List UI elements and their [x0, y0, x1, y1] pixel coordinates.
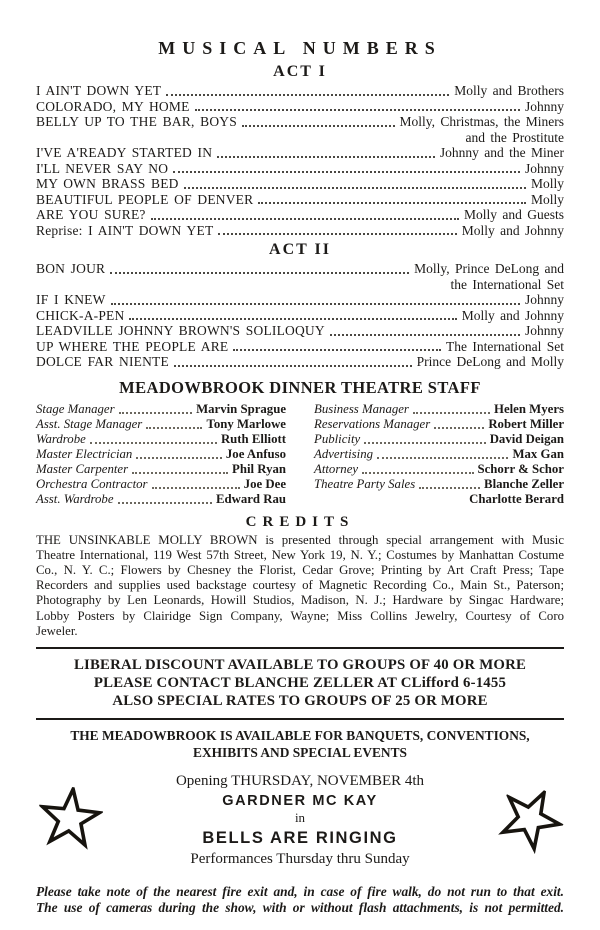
song-performers: Johnny: [524, 292, 564, 307]
staff-name: Tony Marlowe: [206, 416, 286, 431]
song-title: COLORADO, MY HOME: [36, 98, 190, 114]
dotted-leader: [184, 187, 526, 189]
fire-notice-line: Please take note of the nearest fire exit and, in case of fire walk, do not run to that exit.: [36, 883, 564, 899]
discount-line: ALSO SPECIAL RATES TO GROUPS OF 25 OR MORE: [112, 692, 488, 709]
dotted-leader: [258, 202, 526, 204]
act1-song-list: [36, 83, 564, 238]
staff-role: Master Carpenter: [36, 461, 129, 476]
staff-column-right: [314, 402, 564, 507]
song-title: BELLY UP TO THE BAR, BOYS: [36, 114, 237, 129]
staff-row: [314, 492, 564, 507]
staff-role: Asst. Wardrobe: [36, 491, 114, 506]
song-row: [36, 207, 564, 223]
staff-role: Advertising: [314, 446, 373, 461]
staff-role: Orchestra Contractor: [36, 476, 148, 491]
song-performers-continuation: the International Set: [450, 276, 564, 292]
act1-heading: ACT I: [273, 63, 327, 80]
staff-name: Edward Rau: [215, 491, 286, 506]
song-title: MY OWN BRASS BED: [36, 176, 179, 191]
staff-column-left: [36, 402, 286, 507]
dotted-leader: [111, 303, 520, 305]
connector-word: in: [294, 809, 306, 825]
staff-row: [314, 432, 564, 447]
dotted-leader: [166, 94, 449, 96]
song-title: I'VE A'READY STARTED IN: [36, 145, 213, 160]
divider-rule: [36, 647, 564, 649]
song-row: [36, 145, 564, 161]
staff-name: Joe Anfuso: [225, 446, 286, 461]
star-icon: [35, 784, 105, 854]
fire-notice-block: [36, 884, 564, 917]
song-performers: Johnny: [524, 323, 564, 338]
coming-attraction-block: [36, 773, 564, 868]
staff-name: Charlotte Berard: [469, 491, 564, 506]
song-performers: Molly, Christmas, the Miners: [399, 114, 564, 129]
dotted-leader: [434, 427, 484, 429]
song-performers: Johnny: [524, 160, 564, 176]
staff-row: [36, 477, 286, 492]
song-performers: Prince DeLong and Molly: [416, 354, 564, 369]
dotted-leader: [151, 218, 459, 220]
staff-role: Attorney: [314, 461, 359, 476]
dotted-leader: [132, 472, 228, 474]
dotted-leader: [195, 109, 520, 111]
staff-row: [36, 492, 286, 507]
fire-notice-line: The use of cameras during the show, with or without flash attachments, is not permitted.: [36, 900, 564, 916]
staff-row: [36, 432, 286, 447]
staff-columns: [36, 402, 564, 507]
song-title: I AIN'T DOWN YET: [36, 83, 162, 98]
dotted-leader: [173, 171, 520, 173]
staff-heading: MEADOWBROOK DINNER THEATRE STAFF: [119, 377, 481, 397]
staff-row: [36, 402, 286, 417]
song-row: [36, 99, 564, 115]
act2-heading: ACT II: [269, 241, 331, 258]
dotted-leader: [119, 412, 193, 414]
song-row: [36, 354, 564, 370]
banquet-line: THE MEADOWBROOK IS AVAILABLE FOR BANQUETS, CONVENTIONS,: [70, 727, 530, 743]
song-row: [36, 223, 564, 239]
staff-role: Publicity: [314, 431, 361, 446]
dotted-leader: [217, 156, 435, 158]
song-performers: The International Set: [446, 338, 564, 354]
dotted-leader: [413, 412, 490, 414]
dotted-leader: [242, 125, 395, 127]
dotted-leader: [90, 442, 217, 444]
song-row: [36, 176, 564, 192]
staff-row: [36, 417, 286, 432]
show-title: BELLS ARE RINGING: [202, 828, 398, 847]
group-discount-block: [36, 656, 564, 710]
dotted-leader: [330, 334, 520, 336]
song-performers: Molly, Prince DeLong and: [414, 261, 564, 276]
staff-role: Stage Manager: [36, 401, 115, 416]
credits-paragraph: THE UNSINKABLE MOLLY BROWN is presented through special arrangement with Music Theatre International, 119 West 57th Street, New York 19, N. Y.; Costumes by Manhattan Costume Co., N. Y. C.; Flowers by Chesney the Florist, Cedar Grove; Printing by Art Craft Press; Tape Recorders and supplies used backstage courtesy of Magnetic Recording Co., Main St., Paterson; Photography by Len Leonards, Howill Studios, Madison, N. J.; Hardware by Singac Hardware; Lobby Posters by Clairidge Sign Company, Wayne; Miss Collins Jewelry, Courtesy of Coro Jeweler.: [36, 532, 564, 638]
song-row: [36, 161, 564, 177]
staff-row: [36, 447, 286, 462]
dotted-leader: [118, 502, 212, 504]
staff-row: [36, 462, 286, 477]
song-row: [36, 261, 564, 277]
dotted-leader: [129, 318, 456, 320]
staff-role: Reservations Manager: [314, 416, 431, 431]
banquet-line: EXHIBITS AND SPECIAL EVENTS: [193, 744, 407, 760]
song-title: DOLCE FAR NIENTE: [36, 354, 169, 369]
staff-name: Robert Miller: [488, 416, 564, 431]
dotted-leader: [362, 472, 473, 474]
song-row: [36, 114, 564, 130]
song-title: Reprise: I AIN'T DOWN YET: [36, 222, 214, 238]
song-performers-continuation: and the Prostitute: [465, 129, 564, 145]
staff-name: Ruth Elliott: [220, 431, 286, 446]
act2-song-list: [36, 261, 564, 370]
song-performers: Johnny and the Miner: [439, 145, 564, 160]
discount-line: PLEASE CONTACT BLANCHE ZELLER AT CLifford 6-1455: [93, 674, 507, 691]
song-performers: Johnny: [524, 98, 564, 114]
staff-name: Marvin Sprague: [196, 401, 286, 416]
song-title: UP WHERE THE PEOPLE ARE: [36, 338, 229, 354]
song-performers: Molly and Johnny: [461, 222, 564, 238]
song-performers: Molly: [530, 191, 564, 207]
staff-role: Theatre Party Sales: [314, 476, 416, 491]
staff-role: Business Manager: [314, 401, 409, 416]
dotted-leader: [152, 487, 240, 489]
song-title: IF I KNEW: [36, 292, 106, 307]
dotted-leader: [146, 427, 202, 429]
staff-role: Asst. Stage Manager: [36, 416, 143, 431]
staff-name: Schorr & Schor: [477, 461, 564, 476]
opening-date-line: Opening THURSDAY, NOVEMBER 4th: [175, 772, 425, 789]
song-title: ARE YOU SURE?: [36, 207, 146, 222]
staff-name: Phil Ryan: [232, 461, 286, 476]
staff-name: David Deigan: [489, 431, 564, 446]
staff-row: [314, 402, 564, 417]
song-row: [36, 83, 564, 99]
divider-rule: [36, 718, 564, 720]
staff-role: Master Electrician: [36, 446, 133, 461]
dotted-leader: [110, 272, 409, 274]
song-title: CHICK-A-PEN: [36, 307, 125, 323]
staff-name: Helen Myers: [493, 401, 564, 416]
staff-name: Max Gan: [512, 446, 564, 461]
staff-name: Blanche Zeller: [484, 476, 564, 491]
song-performers: Molly and Guests: [464, 207, 564, 222]
song-row: [36, 308, 564, 324]
song-row: [36, 292, 564, 308]
staff-row: [314, 477, 564, 492]
credits-heading: CREDITS: [245, 513, 355, 530]
headliner-name: GARDNER MC KAY: [222, 792, 378, 809]
song-title: BEAUTIFUL PEOPLE OF DENVER: [36, 191, 254, 207]
song-title: LEADVILLE JOHNNY BROWN'S SOLILOQUY: [36, 323, 325, 338]
dotted-leader: [174, 365, 412, 367]
dotted-leader: [136, 457, 222, 459]
dotted-leader: [233, 349, 441, 351]
dotted-leader: [218, 233, 456, 235]
page-title: MUSICAL NUMBERS: [158, 38, 442, 58]
song-performers: Molly and Brothers: [454, 83, 564, 98]
song-row: [36, 339, 564, 355]
song-row: [36, 192, 564, 208]
staff-row: [314, 462, 564, 477]
banquets-block: [36, 727, 564, 761]
staff-row: [314, 417, 564, 432]
staff-role: Wardrobe: [36, 431, 86, 446]
dotted-leader: [419, 487, 480, 489]
song-title: BON JOUR: [36, 261, 106, 276]
dotted-leader: [364, 442, 485, 444]
staff-row: [314, 447, 564, 462]
discount-line: LIBERAL DISCOUNT AVAILABLE TO GROUPS OF 40 OR MORE: [73, 656, 527, 673]
song-row: [36, 323, 564, 339]
song-performers: Molly and Johnny: [461, 307, 564, 323]
performances-line: Performances Thursday thru Sunday: [190, 850, 410, 867]
staff-name: Joe Dee: [243, 476, 286, 491]
dotted-leader: [377, 457, 508, 459]
song-title: I'LL NEVER SAY NO: [36, 160, 169, 176]
song-performers: Molly: [530, 176, 564, 191]
